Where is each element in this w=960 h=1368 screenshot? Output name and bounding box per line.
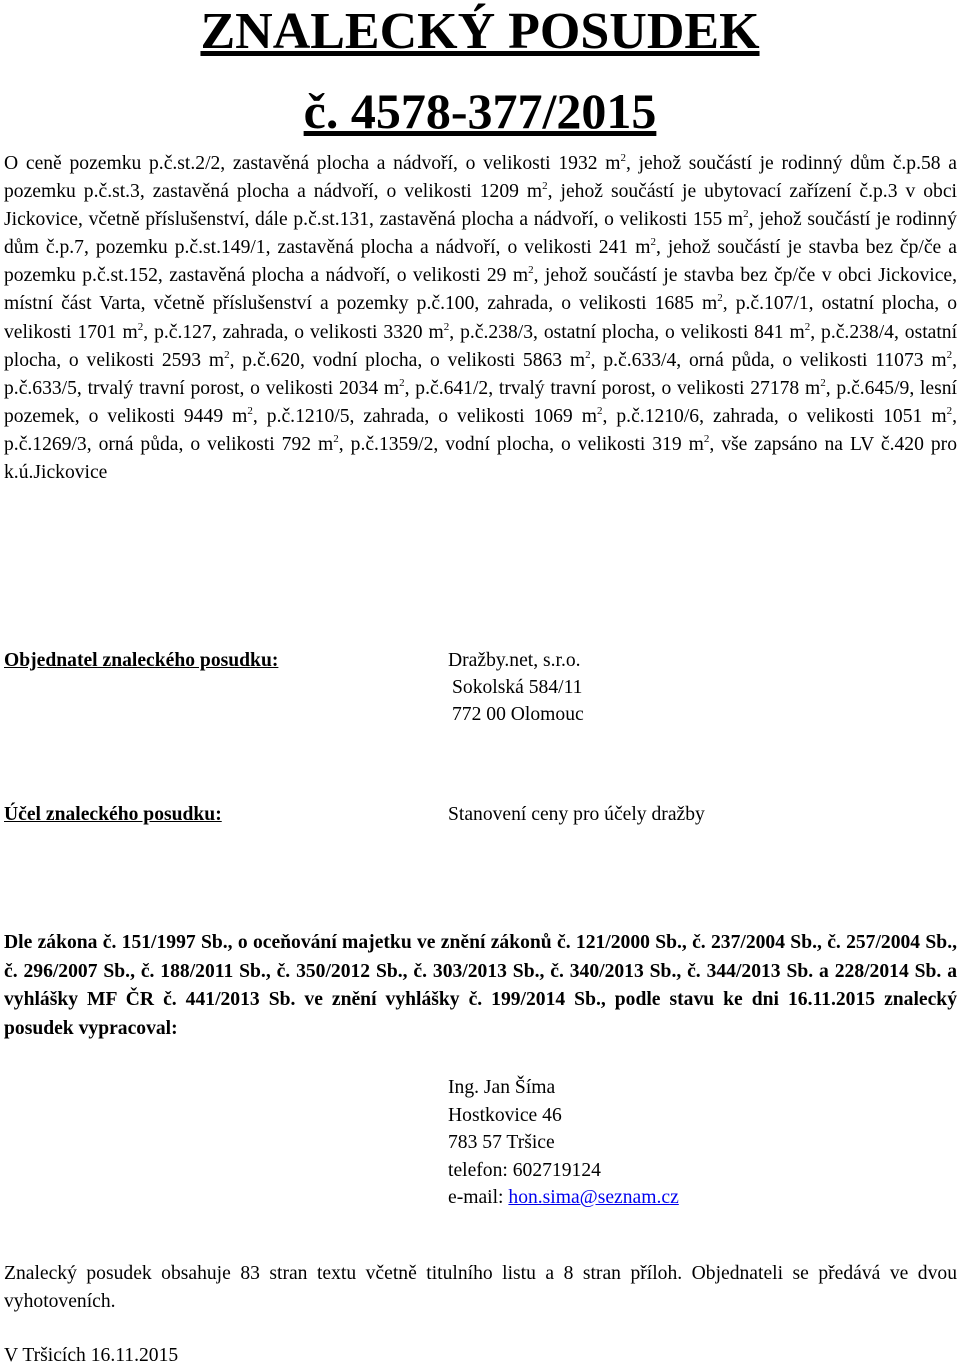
- subject-text-segment: , jehož součástí je rodinný dům č.p.7, pozemku p.č.st.149/1, zastavěná plocha a nádvoří, o velikosti 241 m: [4, 209, 957, 259]
- subject-text-segment: , p.č.238/4, ostatní plocha, o velikosti 2593 m: [4, 321, 958, 371]
- area-unit-exponent: 2: [804, 320, 811, 333]
- subject-text-segment: , jehož součástí je rodinný dům č.p.58 a pozemku p.č.st.3, zastavěná plocha a nádvoří, o velikosti 1209 m: [4, 153, 957, 203]
- client-city: 772 00 Olomouc: [452, 704, 584, 725]
- place-and-date: V Tršicích 16.11.2015: [4, 1345, 179, 1366]
- expert-email-label: e-mail:: [448, 1187, 509, 1208]
- client-label: Objednatel znaleckého posudku:: [4, 650, 279, 671]
- area-unit-exponent: 2: [743, 208, 749, 221]
- expert-email-link[interactable]: hon.sima@seznam.cz: [508, 1187, 679, 1208]
- expert-street: Hostkovice 46: [448, 1104, 562, 1126]
- area-unit-exponent: 2: [333, 432, 339, 445]
- area-unit-exponent: 2: [137, 320, 144, 333]
- area-unit-exponent: 2: [224, 348, 230, 361]
- subject-text-segment: , p.č.620, vodní plocha, o velikosti 5863 m: [229, 349, 586, 371]
- subject-text-segment: , p.č.107/1, ostatní plocha, o velikosti 1701 m: [4, 293, 958, 343]
- area-unit-exponent: 2: [528, 264, 534, 277]
- subject-text-segment: , p.č.645/9, lesní pozemek, o velikosti 9449 m: [4, 377, 957, 427]
- area-unit-exponent: 2: [946, 348, 953, 361]
- expert-city: 783 57 Tršice: [448, 1132, 555, 1153]
- subject-text-segment: O ceně pozemku p.č.st.2/2, zastavěná plocha a nádvoří, o velikosti 1932 m: [4, 153, 621, 174]
- subject-text-segment: , jehož součástí je stavba bez čp/če v obci Jickovice, místní část Varta, včetně příslušenství a pozemky p.č.100, zahrada, o velikosti 1685 m: [4, 265, 957, 315]
- valuation-subject-paragraph: [4, 150, 957, 487]
- area-unit-exponent: 2: [542, 180, 548, 193]
- subject-text-segment: , jehož součástí je stavba bez čp/če a pozemku p.č.st.152, zastavěná plocha a nádvoří, o velikosti 29 m: [4, 237, 957, 287]
- area-unit-exponent: 2: [247, 404, 253, 417]
- page-count-note: Znalecký posudek obsahuje 83 stran textu včetně titulního listu a 8 stran příloh. Objednateli se předává ve dvou vyhotoveních.: [4, 1263, 957, 1312]
- legal-basis-paragraph: Dle zákona č. 151/1997 Sb., o oceňování majetku ve znění zákonů č. 121/2000 Sb., č. 237/2004 Sb., č. 257/2004 Sb., č. 296/2007 Sb., č. 188/2011 Sb., č. 350/2012 Sb., č. 303/2013 Sb., č. 340/2013 Sb., č. 344/2013 Sb. a 228/2014 Sb. a vyhlášky MF ČR č. 441/2013 Sb. ve znění vyhlášky č. 199/2014 Sb., podle stavu ke dni 16.11.2015 znalecký posudek vypracoval:: [4, 932, 957, 1039]
- area-unit-exponent: 2: [620, 152, 626, 164]
- area-unit-exponent: 2: [650, 236, 656, 249]
- subject-text-segment: , p.č.1359/2, vodní plocha, o velikosti 319 m: [338, 433, 704, 455]
- client-name: Dražby.net, s.r.o.: [448, 650, 581, 671]
- purpose-value: Stanovení ceny pro účely dražby: [448, 804, 705, 825]
- subject-text-segment: , p.č.238/3, ostatní plocha, o velikosti 841 m: [449, 321, 805, 343]
- purpose-label: Účel znaleckého posudku:: [4, 804, 222, 825]
- subject-text-segment: , p.č.633/5, trvalý travní porost, o velikosti 2034 m: [4, 349, 957, 399]
- document-title: ZNALECKÝ POSUDEK: [200, 3, 760, 60]
- expert-phone: telefon: 602719124: [448, 1159, 601, 1181]
- subject-text-segment: , p.č.127, zahrada, o velikosti 3320 m: [143, 321, 444, 343]
- expert-name: Ing. Jan Šíma: [448, 1077, 556, 1098]
- subject-text-segment: , p.č.1269/3, orná půda, o velikosti 792 m: [4, 405, 957, 455]
- area-unit-exponent: 2: [946, 404, 953, 417]
- subject-text-segment: , jehož součástí je ubytovací zařízení č.p.3 v obci Jickovice, včetně příslušenství, dále p.č.st.131, zastavěná plocha a nádvoří, o velikosti 155 m: [4, 181, 957, 231]
- area-unit-exponent: 2: [820, 376, 826, 389]
- area-unit-exponent: 2: [596, 404, 603, 417]
- document-number: č. 4578-377/2015: [303, 83, 657, 139]
- area-unit-exponent: 2: [585, 348, 591, 361]
- area-unit-exponent: 2: [703, 432, 710, 445]
- expert-email-line: [448, 1184, 679, 1212]
- subject-text-segment: , p.č.641/2, trvalý travní porost, o velikosti 27178 m: [404, 377, 821, 399]
- subject-text-segment: , p.č.1210/5, zahrada, o velikosti 1069 m: [252, 405, 597, 427]
- area-unit-exponent: 2: [443, 320, 450, 333]
- area-unit-exponent: 2: [717, 292, 723, 305]
- client-street: Sokolská 584/11: [452, 677, 583, 698]
- subject-text-segment: , vše zapsáno na LV č.420 pro k.ú.Jickovice: [4, 433, 957, 484]
- subject-text-segment: , p.č.1210/6, zahrada, o velikosti 1051 m: [602, 405, 947, 427]
- expert-contact-block: [448, 1074, 679, 1212]
- area-unit-exponent: 2: [399, 376, 405, 389]
- subject-text-segment: , p.č.633/4, orná půda, o velikosti 11073 m: [590, 349, 947, 371]
